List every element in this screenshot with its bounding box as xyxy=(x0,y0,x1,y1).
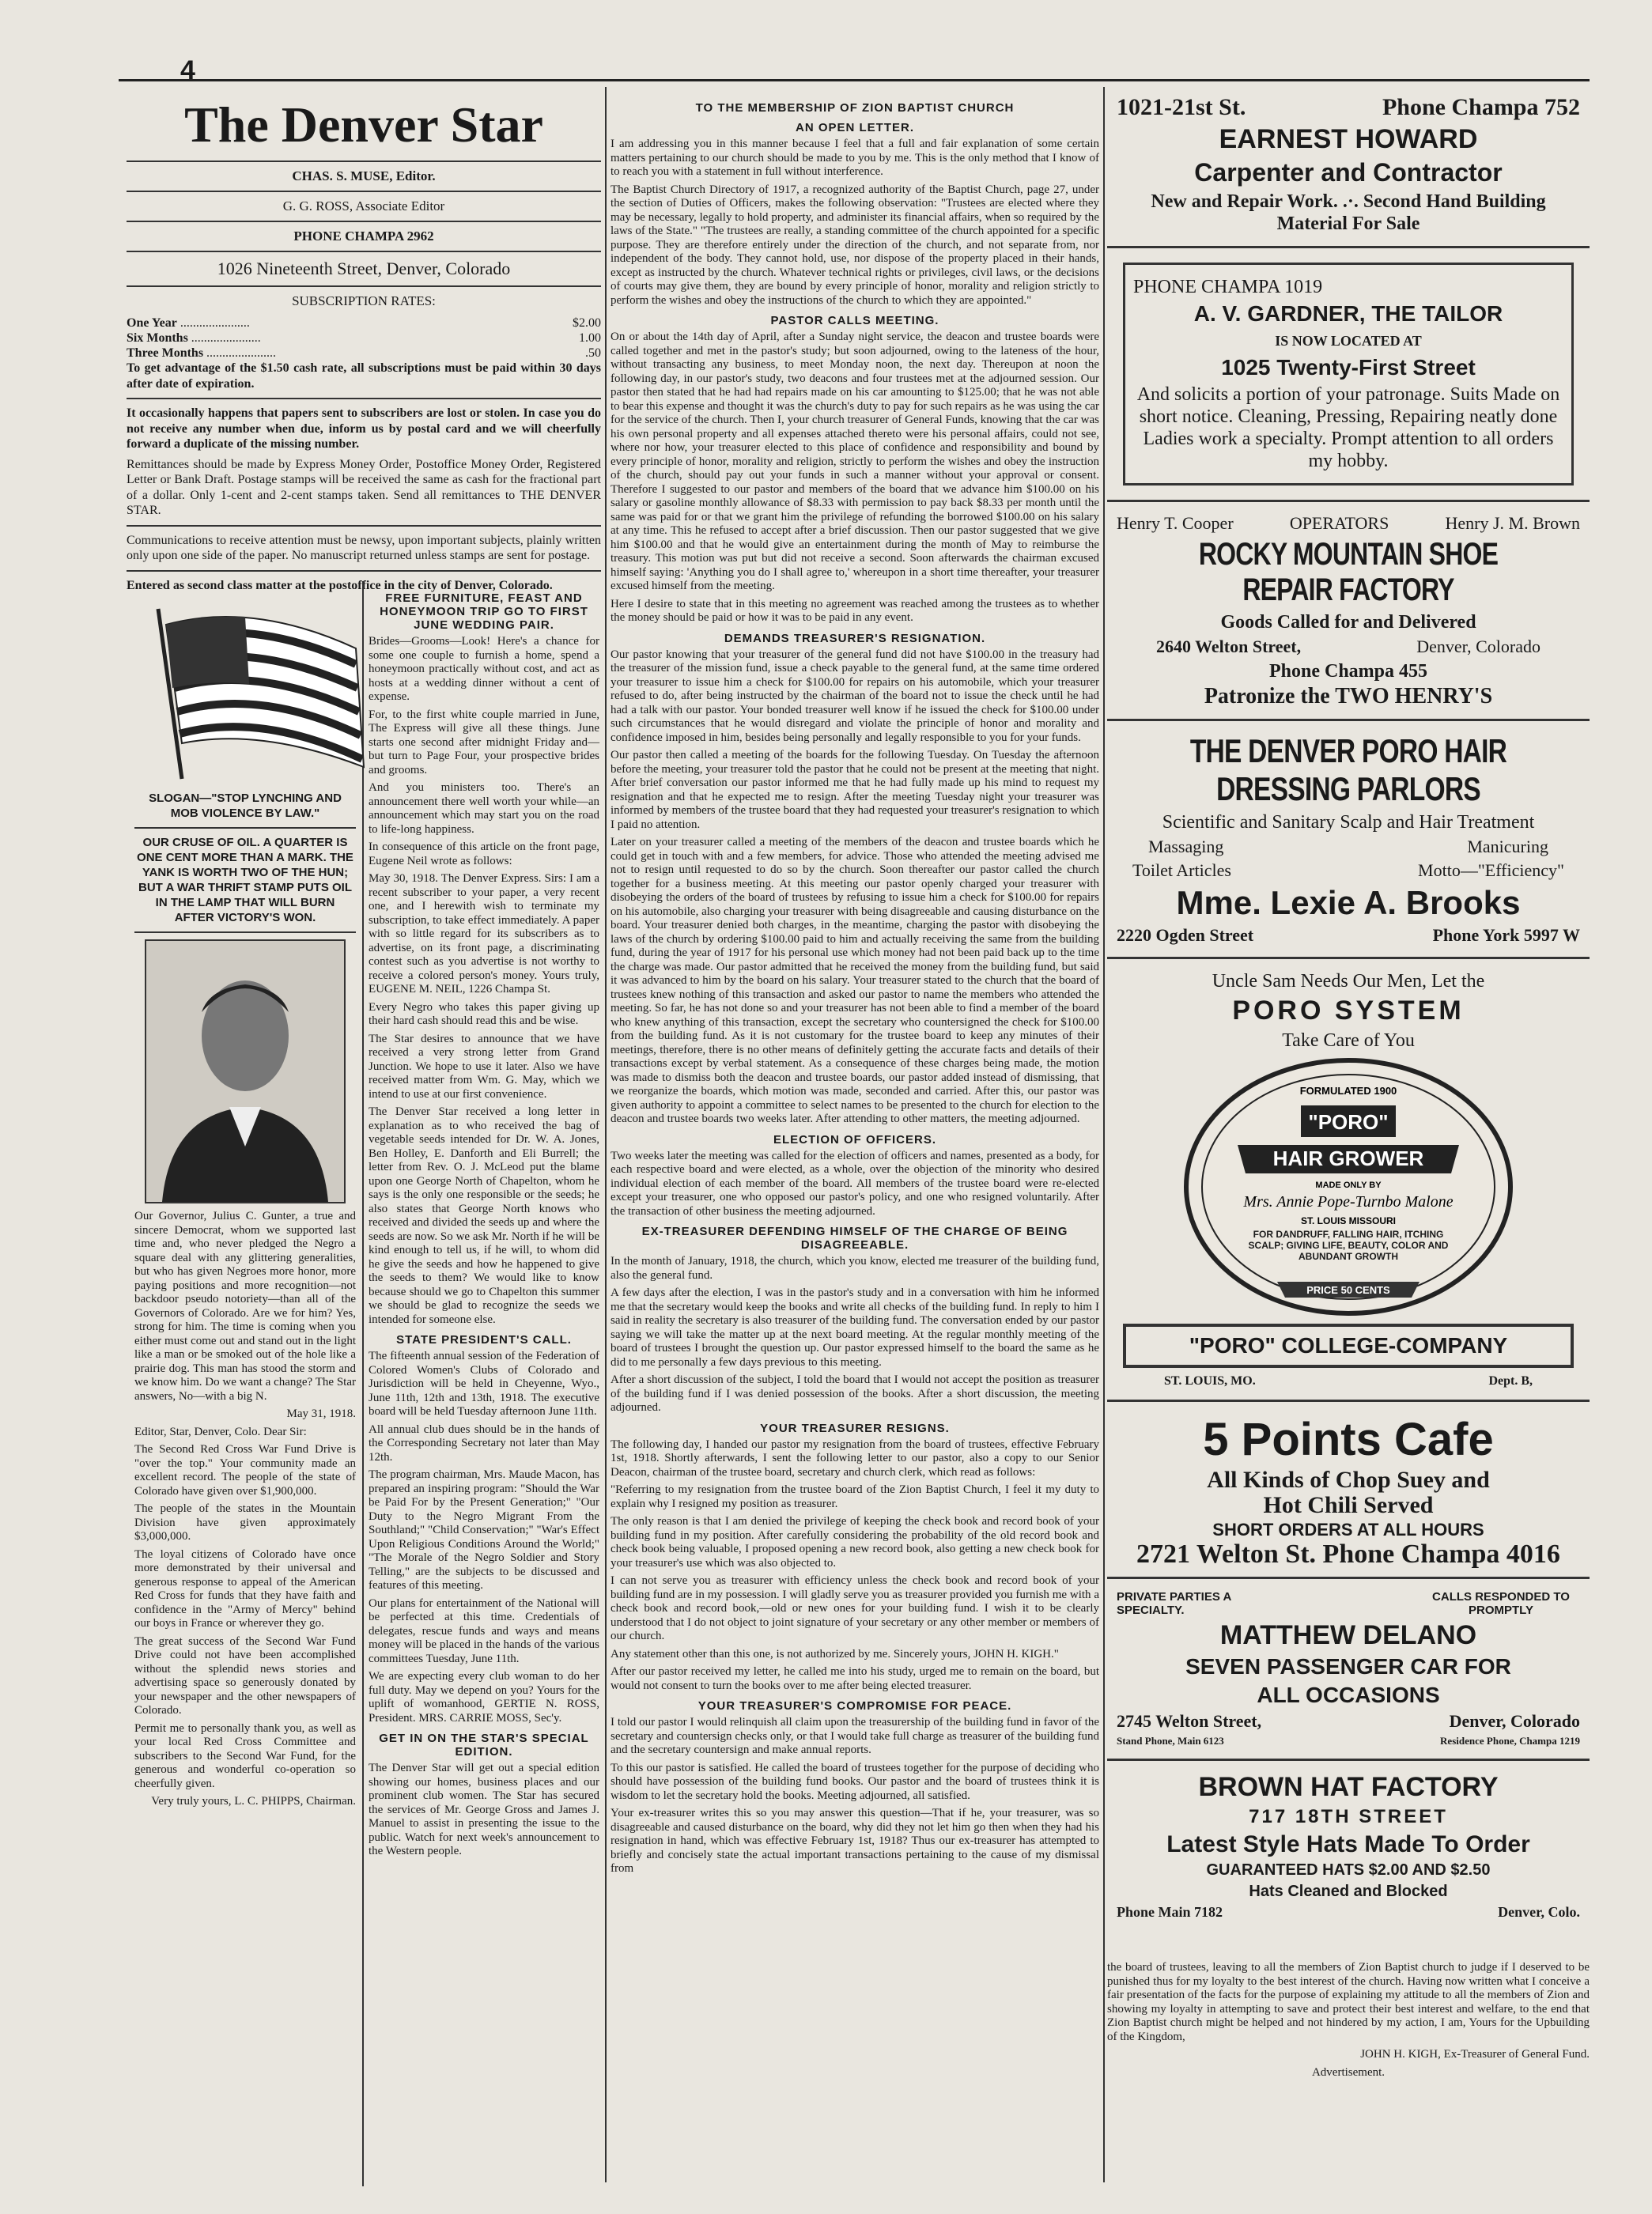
article-paragraph: In the month of January, 1918, the church, which you know, elected me treasurer of the building fund, also the general fund. xyxy=(611,1255,1099,1282)
article-paragraph: Your ex-treasurer writes this so you may answer this question—That if he, your treasurer, was so disagreeable and caused disturbance on the board, why did they not let him go then when they had his resignation in hand, which was effective February 1st, 1918? Thus our ex-treasurer has attempted to briefly and concisely state the actual important transactions pertaining to the cause of my dismissal from xyxy=(611,1807,1099,1875)
letter-signature: Very truly yours, L. C. PHIPPS, Chairman. xyxy=(151,1795,356,1808)
article-paragraph: The program chairman, Mrs. Maude Macon, has prepared an inspiring program: "Should the War be Paid For by the Present Generation;" "Our Duty to the Negro Migrant From the Southland;" "Child Conservation;" "War's Effect Upon Religious Conditions Around the World;" "The Morale of the Negro Soldier and Story Telling," are the subjects to be discussed and features of this meeting. xyxy=(369,1468,599,1592)
ad-poro-system: Uncle Sam Needs Our Men, Let the PORO SYSTEM Take Care of You FORMULATED 1900 "PORO" HAIR GROWER MADE ONLY BY Mrs. Annie Pope-Turnbo Malone ST. LOUIS MISSOURI FOR DANDRUFF, FALLING HAIR, ITCHING SCALP; GIVING LIFE, BEAUTY, COLOR AND ABUNDANT GROWTH PRICE 50 CENTS "PORO" COLLEGE-COMPANY ST. LOUIS, MO. Dept. B, xyxy=(1107,959,1590,1402)
section-heading: YOUR TREASURER'S COMPROMISE FOR PEACE. xyxy=(697,1699,1012,1713)
article-headline: FREE FURNITURE, FEAST AND HONEYMOON TRIP GO TO FIRST JUNE WEDDING PAIR. xyxy=(380,591,588,632)
ad-five-points-cafe: 5 Points Cafe All Kinds of Chop Suey and Hot Chili Served SHORT ORDERS AT ALL HOURS 2721 Welton St. Phone Champa 4016 xyxy=(1107,1402,1590,1579)
article-paragraph: On or about the 14th day of April, after a Sunday night service, the deacon and trustee boards were called together and met in the pastor's study; but soon adjourned, owing to the lateness of the hour, without transacting any business, to meet Monday noon, the next day. Thereupon at noon the following day, in our pastor's study, two deacons and four trustees met at the adjourned session. Our pastor then stated that he had had repairs made on his car amounting to $125.00; that he was not able to bear this expense and thought it was the church's duty to pay for such repairs as he was using the car for the service of the church. Then I, your church treasurer of General Funds, knowing that the car was his own personal property and all expenses attached thereto were his personal affairs, could not see, where nor how, your treasurer elected to this place of confidence and responsibility and bound by every principle of honor, morality and religion, strictly to perform the wishes and obey the instruction of the church, should pay out your funds in such a manner without your approval or consent. Therefore I suggested to our pastor and members of the board that we advance him $100.00 on his salary or gasoline monthly allowance of $8.33 with permission to pay back $8.33 per month until the same was paid for or that we grant him the privilege of refunding the borrowed $100.00 on his salary at any time. This he refused to accept after a brief discussion. Then our pastor suggested that we give him $100.00 and that he would give an entertainment during the month of May to reimburse the treasury. This motion was put but did not receive a second. Soon afterwards the chairman excused himself saying: 'Anything you do I shall agree to,' whereupon in a short time thereafter, your treasurer excused himself from the meeting. xyxy=(611,331,1099,592)
article-paragraph: In consequence of this article on the front page, Eugene Neil wrote as follows: xyxy=(369,841,599,867)
ad-poro-parlors: THE DENVER PORO HAIR DRESSING PARLORS Scientific and Sanitary Scalp and Hair Treatment Massaging Manicuring Toilet Articles Motto—"Efficiency" Mme. Lexie A. Brooks 2220 Ogden Street Phone York 5997 W xyxy=(1107,721,1590,959)
rates-note: To get advantage of the $1.50 cash rate, all subscriptions must be paid within 30 days after date of expiration. xyxy=(127,361,601,391)
address-line: 1026 Nineteenth Street, Denver, Colorado xyxy=(217,259,511,278)
article-paragraph: Our plans for entertainment of the National will be perfected at this time. Credentials of delegates, rescue funds and ways and means money will be placed in the hands of the various committees Tuesday, June 11th. xyxy=(369,1596,599,1665)
ad-earnest-howard: 1021-21st St. Phone Champa 752 EARNEST HOWARD Carpenter and Contractor New and Repair Work. .·. Second Hand Building Material For Sale xyxy=(1107,83,1590,248)
article-paragraph: Two weeks later the meeting was called for the election of officers and names, presented as a body, for each respective board and were elected, as a whole, over the objection of the minority who desired individual election of each member of the board. All members of the trustee board were re-elected except your treasurer, one who opposed our pastor's policy, and one who resigned voluntarily. After the transaction of other business the meeting adjourned. xyxy=(611,1149,1099,1218)
ad-brown-hat-factory: BROWN HAT FACTORY 717 18TH STREET Latest Style Hats Made To Order GUARANTEED HATS $2.00 AND $2.50 Hats Cleaned and Blocked Phone Main 7182 Denver, Colo. xyxy=(1117,1772,1580,1920)
column-2 xyxy=(369,585,599,2190)
column-1 xyxy=(134,585,356,2190)
article-paragraph: The following day, I handed our pastor my resignation from the board of trustees, effective February 1st, 1918. Shortly afterwards, I sent the following letter to our pastor, also a copy to our Senior Deacon, chairman of the trustee board, secretary and church clerk, which read as follows: xyxy=(611,1438,1099,1479)
editor-line: CHAS. S. MUSE, Editor. xyxy=(292,168,436,183)
svg-text:FORMULATED 1900: FORMULATED 1900 xyxy=(1299,1085,1397,1097)
governor-caption: Our Governor, Julius C. Gunter, a true and sincere Democrat, whom we supported last time and, who never pledged the Negro a square deal with any glittering generalities, but who has given Negroes more honor, more paying positions and more recognition—not backdoor pseudo notoriety—than all of the Governors of Colorado. Are we for him? Yes, strong for him. The time is coming when you either must come out and stand out in the light like a man or be smoked out of the hole like a prairie dog. This man has stood the storm and we know him. Do we want a change? The Star answers, No—with a big N. xyxy=(134,1210,356,1403)
masthead-title: The Denver Star xyxy=(184,96,543,153)
article-paragraph: A few days after the election, I was in the pastor's study and in a conversation with him he informed me that the secretary would keep the books and write all checks of the building fund. In reply to him I said in reality the secretary is also treasurer of the building fund. The conversation ended by our pastor saying we will take the matter up at the next board meeting. At the regular monthly meeting of the board of trustees I brought the question up. Our pastor expressed himself to the board the same as he did to me personally a few days previous to this meeting. xyxy=(611,1286,1099,1369)
ad-shoe-repair: Henry T. Cooper OPERATORS Henry J. M. Brown ROCKY MOUNTAIN SHOE REPAIR FACTORY Goods Called for and Delivered 2640 Welton Street, Denver, Colorado Phone Champa 455 Patronize the TWO HENRY'S xyxy=(1107,502,1590,721)
article-paragraph: Brides—Grooms—Look! Here's a chance for some one couple to furnish a home, spend a honeymoon practically without cost, and act as hosts at a wedding dinner without a cent of expense. xyxy=(369,635,599,703)
section-heading: YOUR TREASURER RESIGNS. xyxy=(760,1421,950,1435)
article-paragraph: The Star desires to announce that we have received a very strong letter from Grand Junction. We hope to use it later. Also we have received matter from Wm. G. May, which we intend to use at our first convenience. xyxy=(369,1032,599,1101)
rate-row: Six Months ...................... 1.00 xyxy=(127,331,601,345)
article-headline: GET IN ON THE STAR'S SPECIAL EDITION. xyxy=(379,1732,589,1759)
notice-communications: Communications to receive attention must be newsy, upon important subjects, plainly written only upon one side of the paper. No manuscript returned unless stamps are sent for postage. xyxy=(127,533,601,562)
letter-paragraph: The people of the states in the Mountain Division have given approximately $3,000,000. xyxy=(134,1502,356,1543)
masthead xyxy=(127,91,601,592)
article-paragraph: I am addressing you in this manner because I feel that a full and fair explanation of some certain matters pertaining to our church should be made to you by me. This is the only method that I know of to reach you with a statement in full without interference. xyxy=(611,138,1099,178)
article-paragraph: Our pastor then called a meeting of the boards for the following Tuesday. On Tuesday the afternoon before the meeting, your treasurer told the pastor that he could not be present at the meeting that night. After brief conversation our pastor informed me that he had fully made up his mind to request my resignation and that he expected me to resign. After the meeting Tuesday night your treasurer was informed by members of the trustee board that they had requested your treasurer's resignation to which I paid no attention. xyxy=(611,749,1099,831)
article-paragraph: The Denver Star received a long letter in explanation as to who received the bag of vegetable seeds intended for Dr. W. A. Jones, Ben Holley, E. Danforth and Eli Burrell; the letter from Rev. O. J. McLeod put the blame upon one George North of Chapelton, whom he says is the only one responsible or the seeds; he also states that George North knows who received and divided the seeds up and where the seeds are now. So we ask Mr. North if he will be kind enough to tell us, if he will, to whom did he give the seeds and how he happened to give the seeds to them? We would like to know because should we go to Chapelton this summer we should be glad to recognize the seeds we intended for someone else. xyxy=(369,1105,599,1326)
column-3 xyxy=(611,95,1099,1969)
letter-title: TO THE MEMBERSHIP OF ZION BAPTIST CHURCH xyxy=(695,101,1015,115)
rate-row: One Year ...................... $2.00 xyxy=(127,316,601,330)
letter-subtitle: AN OPEN LETTER. xyxy=(795,121,914,134)
article-paragraph: I told our pastor I would relinquish all claim upon the treasurership of the building fund in favor of the secretary and countersign checks only, or that I would take full charge as treasurer of the building fund and the secretary countersign and make annual reports. xyxy=(611,1716,1099,1756)
article-paragraph: Later on your treasurer called a meeting of the members of the deacon and trustee boards which he could get in touch with and a few members, for advice. Those who attended the meeting advised me not to resign until requested to do so by the church. Soon thereafter our pastor called the church together for a business meeting. At this meeting our pastor openly charged your treasurer with disobeying the orders of the board of trustees by refusing to issue him a check for $100.00 for repairs on his automobile, also charging your treasurer with being disagreeable and causing disturbance on the board. Your treasurer denied both charges, in the meantime, charging the pastor with disobeying the laws of the church by ordering $100.00 paid to him and actually receiving the same from the building fund, during the year of 1917 for his personal use which money had not been paid back up to the time the charge was made. Our pastor admitted that he received the money from the building fund, but said it was advanced to him by the board on his salary. Your treasurer stated to the church that the board of trustees knew nothing of this transaction and asked our pastor to name the members who attended the meeting. So far, he has not done so and your treasurer has not been able to find a member of the board who knew anything of this transaction, except the secretary who countersigned the check for $100.00 from the building fund. As it is not customary for the trustee board to keep any minutes of their meetings, therefore, there is no other means of definitely getting the accurate facts and details of their transactions except by verbal statement. As a consequence of these charges being made, the motion was made to dismiss both the deacon and trustee boards, our pastor added instead of dismissing, that we reorganize the boards, which motion was made, seconded and carried. After this, our pastor was given authority to appoint a committee to select names to be presented to the church for election to the deacon and trustee boards two weeks later. After attending to other matters, the meeting adjourned. xyxy=(611,836,1099,1125)
letter-continuation xyxy=(1107,1961,1590,2198)
top-rule xyxy=(119,79,1590,81)
letter-signature: JOHN H. KIGH, Ex-Treasurer of General Fund. xyxy=(1360,2048,1590,2061)
section-heading: PASTOR CALLS MEETING. xyxy=(770,314,939,327)
letter-paragraph: The loyal citizens of Colorado have once more demonstrated by their universal and generous response to appeal of the American Red Cross for funds that they have faith and confidence in the "Army of Mercy" behind our boys in France or wherever they go. xyxy=(134,1547,356,1630)
article-paragraph: We are expecting every club woman to do her full duty. May we depend on you? Yours for the uplift of womanhood, GERTIE N. ROSS, President. MRS. CARRIE MOSS, Sec'y. xyxy=(369,1670,599,1725)
svg-text:MADE ONLY BY: MADE ONLY BY xyxy=(1315,1181,1382,1190)
section-heading: EX-TREASURER DEFENDING HIMSELF OF THE CHARGE OF BEING DISAGREEABLE. xyxy=(641,1225,1068,1252)
article-paragraph: the board of trustees, leaving to all the members of Zion Baptist church to judge if I deserved to be punished thus for my loyalty to the best interest of the church. Having now written what I conceive a fair presentation of the facts for the purpose of explaining my attitude to all the members of Zion and showing my loyalty in attempting to save and protect their best interest and welfare, to the end that Zion Baptist church might be helped and not hindered by my action, I am, Yours for the Upbuilding of the Kingdom, xyxy=(1107,1961,1590,2043)
article-paragraph: Any statement other than this one, is not authorized by me. Sincerely yours, JOHN H. KIGH." xyxy=(611,1647,1059,1660)
article-paragraph: Here I desire to state that in this meeting no agreement was reached among the trustees as to whether the money should be paid or how it was to be paid in any event. xyxy=(611,597,1099,624)
article-paragraph: May 30, 1918. The Denver Express. Sirs: I am a recent subscriber to your paper, a very recent one, and I herewith wish to terminate my subscription, to take effect immediately. A paper with so little regard for its subscribers as to advertise, on its front page, a discriminating contest such as you advertise is not worthy to receive a colored person's money. Yours truly, EUGENE M. NEIL, 1226 Champa St. xyxy=(369,872,599,996)
article-paragraph: Our pastor knowing that your treasurer of the general fund did not have $100.00 in the treasury had the treasurer of the mission fund, issue a check payable to the general fund, at the same time ordered your treasurer to issue him a check for $100.00 for repairs on his automobile, which your treasurer refused to do, after being instructed by the chairman of the board not to issue the check until he had had a talk with our pastor. Your bonded treasurer well know if he issued the check for $100.00 under such circumstances that he would disregard and violate the principle of honor and morality and confidence imposed in him, besides being personally and legally responsible to you for your funds. xyxy=(611,648,1099,744)
article-paragraph: "Referring to my resignation from the trustee board of the Zion Baptist Church, I feel it my duty to explain why I resigned my position as treasurer. xyxy=(611,1483,1099,1510)
ad-matthew-delano: PRIVATE PARTIES A SPECIALTY. CALLS RESPONDED TO PROMPTLY MATTHEW DELANO SEVEN PASSENGER CAR FOR ALL OCCASIONS 2745 Welton Street, Denver, Colorado Stand Phone, Main 6123 Residence Phone, Champa 1219 xyxy=(1107,1579,1590,1761)
us-flag-icon xyxy=(134,593,372,783)
cruse-of-oil: OUR CRUSE OF OIL. A QUARTER IS ONE CENT MORE THAN A MARK. THE YANK IS WORTH TWO OF THE HUN; BUT A WAR THRIFT STAMP PUTS OIL IN THE LAMP THAT WILL BURN AFTER VICTORY'S WON. xyxy=(137,836,353,924)
ads-column xyxy=(1107,83,1590,1957)
svg-text:ST. LOUIS MISSOURI: ST. LOUIS MISSOURI xyxy=(1300,1215,1397,1226)
article-paragraph: And you ministers too. There's an announcement there well worth your while—an announcement which may start you on the road to life-long happiness. xyxy=(369,781,599,836)
letter-paragraph: Permit me to personally thank you, as well as your local Red Cross Committee and subscribers to the Second War Fund, for the generous and wonderful co-operation so cheerfully given. xyxy=(134,1721,356,1790)
governor-portrait-icon xyxy=(145,939,346,1203)
ad-gardner-tailor: PHONE CHAMPA 1019 A. V. GARDNER, THE TAILOR IS NOW LOCATED AT 1025 Twenty-First Street And solicits a portion of your patronage. Suits Made on short notice. Cleaning, Pressing, Repairing neatly done Ladies work a specialty. Prompt attention to all orders my hobby. xyxy=(1107,248,1590,502)
article-headline: STATE PRESIDENT'S CALL. xyxy=(396,1333,572,1347)
svg-text:HAIR GROWER: HAIR GROWER xyxy=(1272,1147,1424,1170)
entered-line: Entered as second class matter at the postoffice in the city of Denver, Colorado. xyxy=(127,578,553,592)
section-heading: DEMANDS TREASURER'S RESIGNATION. xyxy=(724,631,986,645)
phone-line: PHONE CHAMPA 2962 xyxy=(293,229,434,244)
article-paragraph: To this our pastor is satisfied. He called the board of trustees together for the purpose of deciding who should have possession of the building fund books. Our pastor and the board of trustees think it is wisdom to let the secretary hold the books. Meeting adjourned, all satisfied. xyxy=(611,1761,1099,1802)
letter-paragraph: The great success of the Second War Fund Drive could not have been accomplished without the splendid news stories and advertising space so generously donated by your newspaper and the other newspapers of Colorado. xyxy=(134,1634,356,1717)
notice-lost: It occasionally happens that papers sent to subscribers are lost or stolen. In case you do not receive any number when due, inform us by postal card and we will cheerfully forward a duplicate of the missing number. xyxy=(127,406,601,451)
flag-caption: SLOGAN—"STOP LYNCHING AND MOB VIOLENCE BY LAW." xyxy=(149,792,342,820)
article-paragraph: All annual club dues should be in the hands of the Corresponding Secretary not later than May 12th. xyxy=(369,1422,599,1464)
article-paragraph: The Denver Star will get out a special edition showing our homes, business places and our prominent club women. The Star has secured the services of Mr. George Gross and James J. Manuel to assist in presenting the issue to the public. Watch for next week's announcement to the Western people. xyxy=(369,1762,599,1857)
letter-date: May 31, 1918. xyxy=(286,1407,356,1420)
rate-row: Three Months ...................... .50 xyxy=(127,346,601,360)
notice-remit: Remittances should be made by Express Money Order, Postoffice Money Order, Registered Letter or Bank Draft. Postage stamps will be received the same as cash for the fractional part of a dollar. Only 1-cent and 2-cent stamps taken. Send all remittances to THE DENVER STAR. xyxy=(127,457,601,517)
page-number: 4 xyxy=(180,55,195,85)
svg-text:Mrs. Annie Pope-Turnbo Malone: Mrs. Annie Pope-Turnbo Malone xyxy=(1243,1193,1454,1211)
article-paragraph: The only reason is that I am denied the privilege of keeping the check book and record book of your building fund in my position. After carefully considering the probability of the old record book and check book being valuable, I proposed opening a new record book, also getting a new check book for your treasurer's use which was also objected to. xyxy=(611,1515,1099,1570)
article-paragraph: After a short discussion of the subject, I told the board that I would not accept the position as treasurer of the building fund if I was denied possession of the books. After a short discussion, the meeting adjourned. xyxy=(611,1373,1099,1414)
letter-salutation: Editor, Star, Denver, Colo. Dear Sir: xyxy=(134,1425,307,1438)
article-paragraph: After our pastor received my letter, he called me into his study, urged me to remain on the board, but would not consent to turn the books over to me after being elected treasurer. xyxy=(611,1665,1099,1692)
rates-title: SUBSCRIPTION RATES: xyxy=(292,293,436,308)
article-paragraph: The fifteenth annual session of the Federation of Colored Women's Clubs of Colorado and Jurisdiction will be held in Cheyenne, Wyo., June 11th, 12th and 13th, 1918. The executive board will be held Tuesday afternoon June 11th. xyxy=(369,1350,599,1418)
article-paragraph: The Baptist Church Directory of 1917, a recognized authority of the Baptist Church, page 27, under the section of Duties of Officers, makes the following observation: "Trustees are elected where they may be necessary, legally to hold property, and administer its financial affairs, when so required by the laws of the State." "The trustees are really, a standing committee of the church appointed for a specific purpose. They are therefore entirely under the direction of the church, and not separate from, nor independent of the body. They cannot hold, use, nor dispose of the property placed in their hands, except as instructed by the church. Whatever technical rights or privileges, civil laws, or the decisions of courts may give them, they are bound by every principle of honor, morality and religion strictly to perform the wishes and obey the instructions of the church to which they are appointed." xyxy=(611,183,1099,307)
advertisement-note: Advertisement. xyxy=(1311,2065,1385,2079)
svg-text:PRICE 50 CENTS: PRICE 50 CENTS xyxy=(1306,1284,1390,1296)
article-paragraph: For, to the first white couple married in June, The Express will give all these things. June starts one second after midnight Friday and—but turn to Page Four, your prospective brides and grooms. xyxy=(369,708,599,776)
letter-paragraph: The Second Red Cross War Fund Drive is "over the top." Your community made an excellent record. The people of the state of Colorado have given over $1,900,000. xyxy=(134,1443,356,1498)
poro-hair-grower-jar-icon: FORMULATED 1900 "PORO" HAIR GROWER MADE ONLY BY Mrs. Annie Pope-Turnbo Malone ST. LOUIS MISSOURI FOR DANDRUFF, FALLING HAIR, ITCHING SCALP; GIVING LIFE, BEAUTY, COLOR AND ABUNDANT GROWTH PRICE 50 CENTS xyxy=(1182,1056,1514,1317)
associate-line: G. G. ROSS, Associate Editor xyxy=(282,198,445,213)
article-paragraph: Every Negro who takes this paper giving up their hard cash should read this and be wise. xyxy=(369,1000,599,1027)
section-heading: ELECTION OF OFFICERS. xyxy=(773,1132,936,1147)
svg-text:"PORO": "PORO" xyxy=(1308,1110,1389,1134)
article-paragraph: I can not serve you as treasurer with efficiency unless the check book and record book of your building fund are in my possession. I will gladly serve you as treasurer provided you furnish me with a check book and record book,—old or new ones for your building fund. I wish it to be clearly understood that I do not object to joint signature of your secretary or any other member or members of our church. xyxy=(611,1574,1099,1642)
